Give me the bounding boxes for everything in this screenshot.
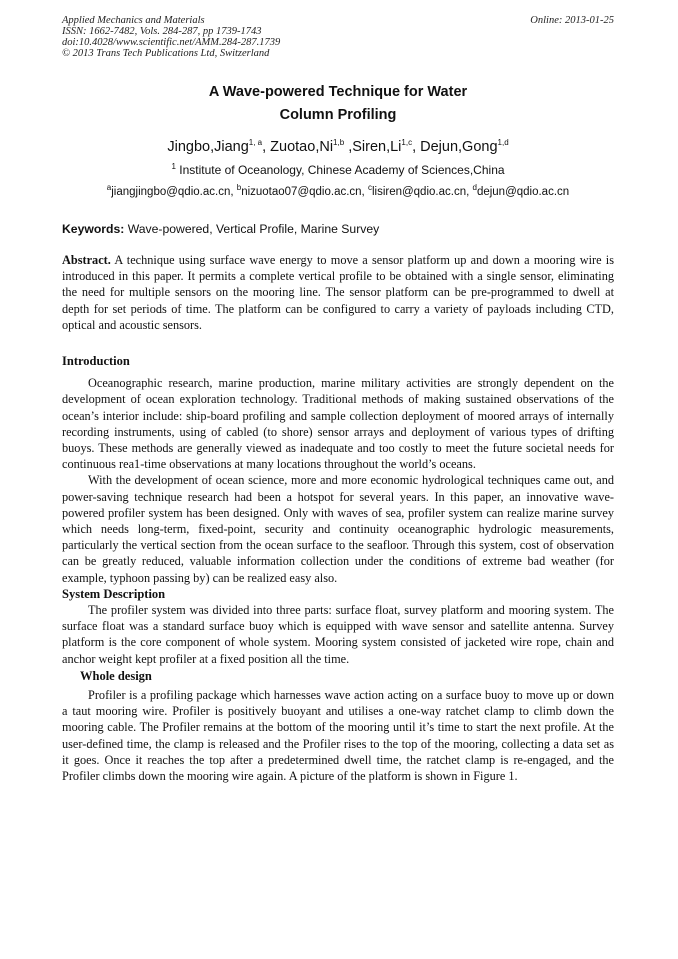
author-affil-sup: 1,d (497, 138, 509, 148)
email-address: lisiren@qdio.ac.cn, (371, 186, 473, 198)
author-list (62, 137, 614, 157)
email-list (62, 184, 614, 200)
doi-line: doi:10.4028/www.scientific.net/AMM.284-287.1739 (62, 37, 281, 48)
email-address: nizuotao07@qdio.ac.cn, (241, 186, 368, 198)
affiliation (62, 162, 614, 178)
issn-line: ISSN: 1662-7482, Vols. 284-287, pp 1739-1743 (62, 26, 262, 37)
online-date: Online: 2013-01-25 (530, 15, 614, 26)
email-sup: c (367, 183, 372, 193)
author-name: Siren,Li (352, 139, 402, 155)
journal-header (62, 15, 614, 59)
author-affil-sup: 1,b (333, 138, 345, 148)
affiliation-text: Institute of Oceanology, Chinese Academy of Sciences,China (175, 163, 505, 177)
title-line-1: A Wave-powered Technique for Water (208, 84, 468, 100)
keywords (62, 221, 614, 237)
main-sections (62, 353, 614, 784)
author-separator: , (262, 139, 271, 155)
keywords-text: Wave-powered, Vertical Profile, Marine Survey (124, 222, 380, 236)
author-separator: , (344, 139, 353, 155)
title-line-2: Column Profiling (279, 107, 397, 123)
journal-name: Applied Mechanics and Materials (62, 15, 205, 26)
introduction-paragraph-2: With the development of ocean science, more and more economic hydrological techniques came out, and power-saving technique research had been a hotspot for several years. In this paper, an innovative wave-powered profiler system has been designed. Only with waves of sea, profiler system can realize marine survey which needs long-term, fixed-point, security and continuity oceanographic hydrologic measurements, particularly the vertical section from the ocean surface to the seafloor. Through this system, cost of observation can be greatly reduced, valuable information collection under the conditions of extreme bad weather (for example, typhoon passing by) can be realized easy also. (62, 473, 614, 585)
email-address: jiangjingbo@qdio.ac.cn, (111, 186, 237, 198)
author-affil-sup: 1, a (248, 138, 263, 148)
abstract-text: A technique using surface wave energy to move a sensor platform up and down a mooring wire is introduced in this paper. It permits a complete vertical profile to be obtained with a single sensor, eliminating the need for multiple sensors on the mooring line. The sensor platform can be pre-programmed to dwell at depth for set periods of time. The platform can be configured to carry a variety of payloads including CTD, optical and acoustic sensors. (62, 253, 614, 332)
introduction-heading: Introduction (62, 354, 130, 368)
abstract-label: Abstract. (62, 253, 111, 267)
author-name: Jingbo,Jiang (167, 139, 249, 155)
abstract (62, 252, 614, 333)
author-name: Zuotao,Ni (270, 139, 334, 155)
paper-title (62, 81, 614, 127)
keywords-label: Keywords: (62, 222, 125, 236)
system-description-heading: System Description (62, 586, 166, 601)
author-separator: , (412, 139, 421, 155)
email-address: dejun@qdio.ac.cn (476, 186, 570, 198)
whole-design-paragraph: Profiler is a profiling package which harnesses wave action acting on a surface buoy to move up or down a taut mooring wire. Profiler is positively buoyant and utilises a one-way ratchet clamp to climb down the mooring cable. The Profiler remains at the bottom of the mooring until it’s time to start the next profile. At the user-defined time, the clamp is released and the Profiler rises to the top of the mooring, collecting a data set as it goes. Once it reaches the top after a predetermined dwell time, the ratchet clamp is re-engaged, and the Profiler climbs down the mooring wire again. A picture of the platform is shown in Figure 1. (62, 688, 614, 784)
affiliation-sup: 1 (171, 162, 176, 171)
email-sup: d (472, 183, 477, 193)
whole-design-heading: Whole design (80, 668, 152, 683)
introduction-paragraph-1: Oceanographic research, marine production, marine military activities are strongly dependent on the development of ocean exploration technology. Traditional methods of making sustained observations of the ocean’s interior include: ship-board profiling and sample collection deployment of moored arrays of internally recording instruments, using of cabled (to shore) sensor arrays and deployment of various types of drifting buoys. These methods are generally viewed as inadequate and too costly to meet the future societal needs for continuous rea1-time observations at many locations throughout the world’s oceans. (62, 376, 614, 472)
email-sup: a (106, 183, 112, 193)
author-name: Dejun,Gong (420, 139, 498, 155)
email-sup: b (236, 183, 242, 193)
copyright-line: © 2013 Trans Tech Publications Ltd, Switzerland (62, 48, 270, 59)
author-affil-sup: 1,c (401, 138, 413, 148)
system-description-paragraph: The profiler system was divided into three parts: surface float, survey platform and mooring system. The surface float was a standard surface buoy which is equipped with wave sensor and satellite antenna. Survey platform is the core component of whole system. Mooring system consisted of jacketed wire rope, chain and anchor weight kept profiler at a fixed position all the time. (62, 603, 614, 666)
